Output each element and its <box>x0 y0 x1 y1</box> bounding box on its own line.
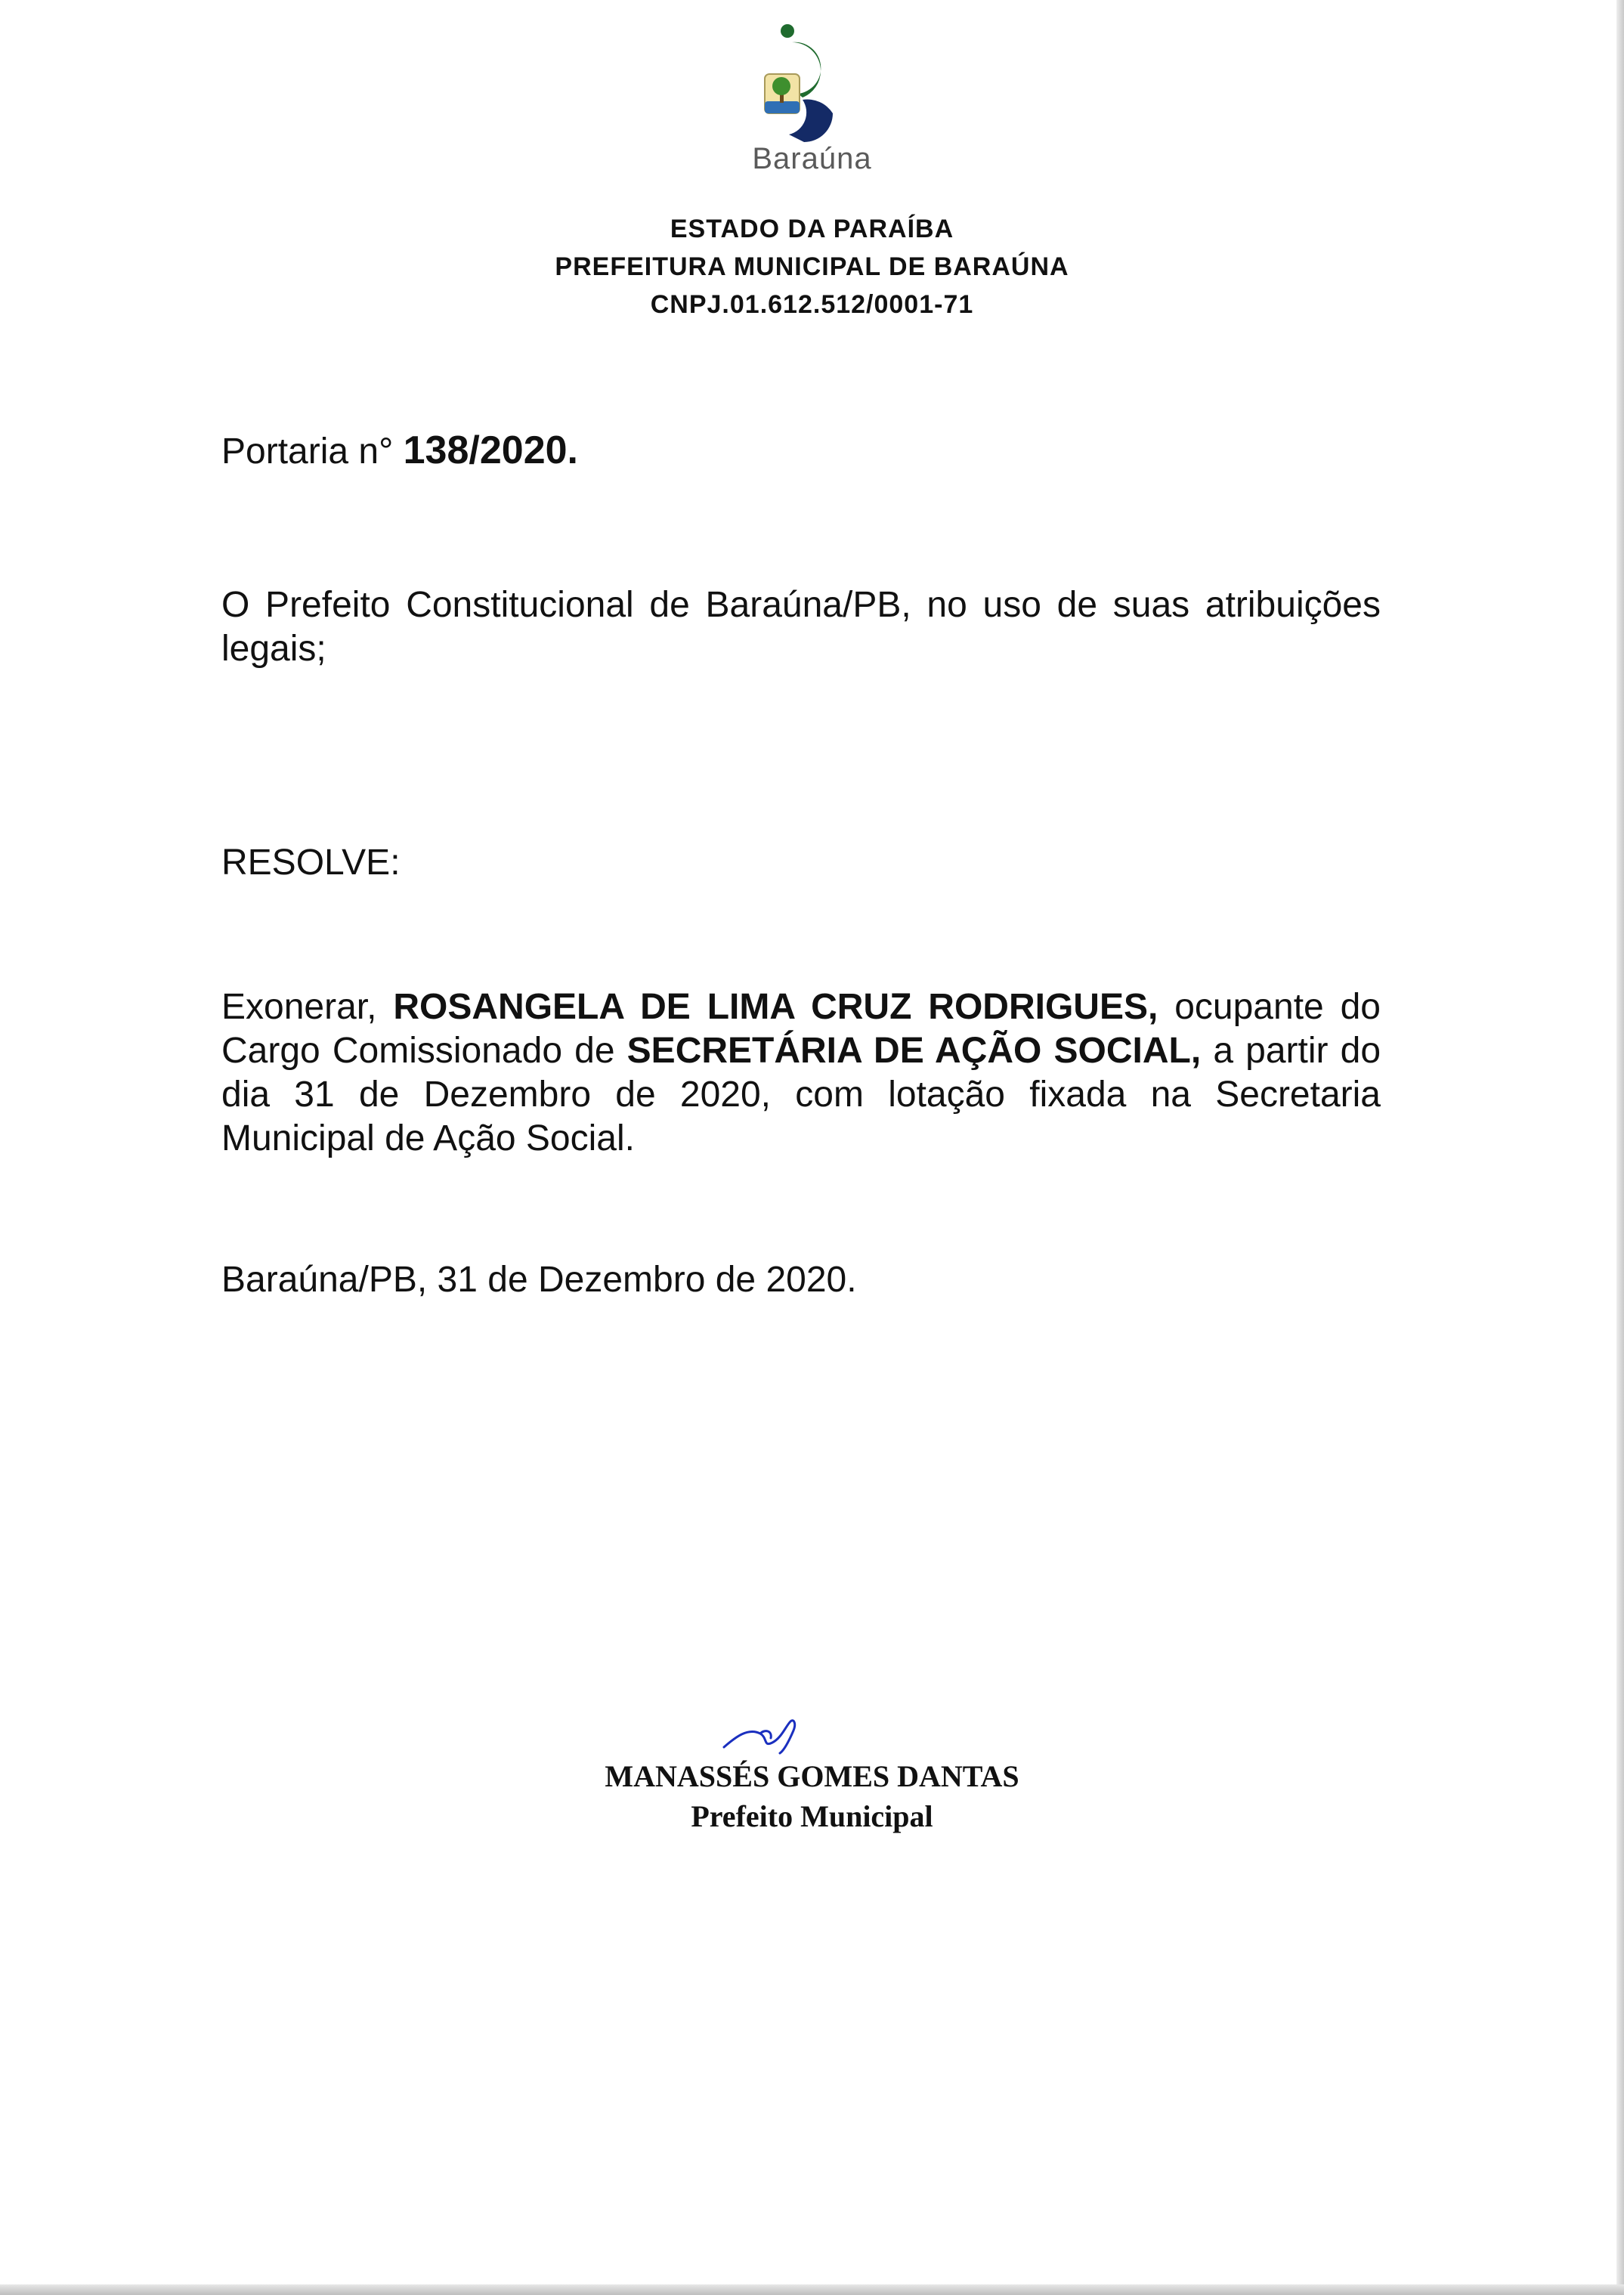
body-text-part3: a partir do dia 31 de Dezembro de 2020, com lotação fixada na Secretaria Municipal de Ação Social. <box>221 1031 1381 1158</box>
logo-shield-water <box>765 101 800 113</box>
logo-tree-crown <box>772 77 790 95</box>
barauna-logo-icon <box>756 21 877 142</box>
document-date: Baraúna/PB, 31 de Dezembro de 2020. <box>221 1260 857 1300</box>
portaria-number: 138/2020. <box>403 428 578 472</box>
header-state: ESTADO DA PARAÍBA <box>670 215 954 243</box>
header-cnpj: CNPJ.01.612.512/0001-71 <box>650 290 974 319</box>
body-text-part2: ocupante do Cargo Comissionado de <box>221 987 1381 1071</box>
body-text-part1: Exonerar, <box>221 987 394 1027</box>
position-name: SECRETÁRIA DE AÇÃO SOCIAL, <box>626 1031 1202 1071</box>
resolve-heading: RESOLVE: <box>221 843 401 883</box>
resolution-paragraph <box>221 985 1381 1161</box>
header-municipality: PREFEITURA MUNICIPAL DE BARAÚNA <box>555 252 1069 281</box>
portaria-title <box>221 428 578 473</box>
scan-edge-bottom <box>0 2284 1624 2295</box>
logo-name: Baraúna <box>752 142 872 175</box>
preamble-paragraph: O Prefeito Constitucional de Baraúna/PB, no uso de suas atribuições legais; <box>221 585 1381 669</box>
handwritten-signature <box>718 1699 824 1759</box>
signatory-name: MANASSÉS GOMES DANTAS <box>605 1759 1019 1793</box>
employee-name: ROSANGELA DE LIMA CRUZ RODRIGUES, <box>393 987 1158 1027</box>
logo-dot <box>781 24 794 38</box>
portaria-label: Portaria n° <box>221 431 394 472</box>
signatory-role: Prefeito Municipal <box>691 1799 933 1833</box>
scan-edge-right <box>1616 0 1624 2295</box>
